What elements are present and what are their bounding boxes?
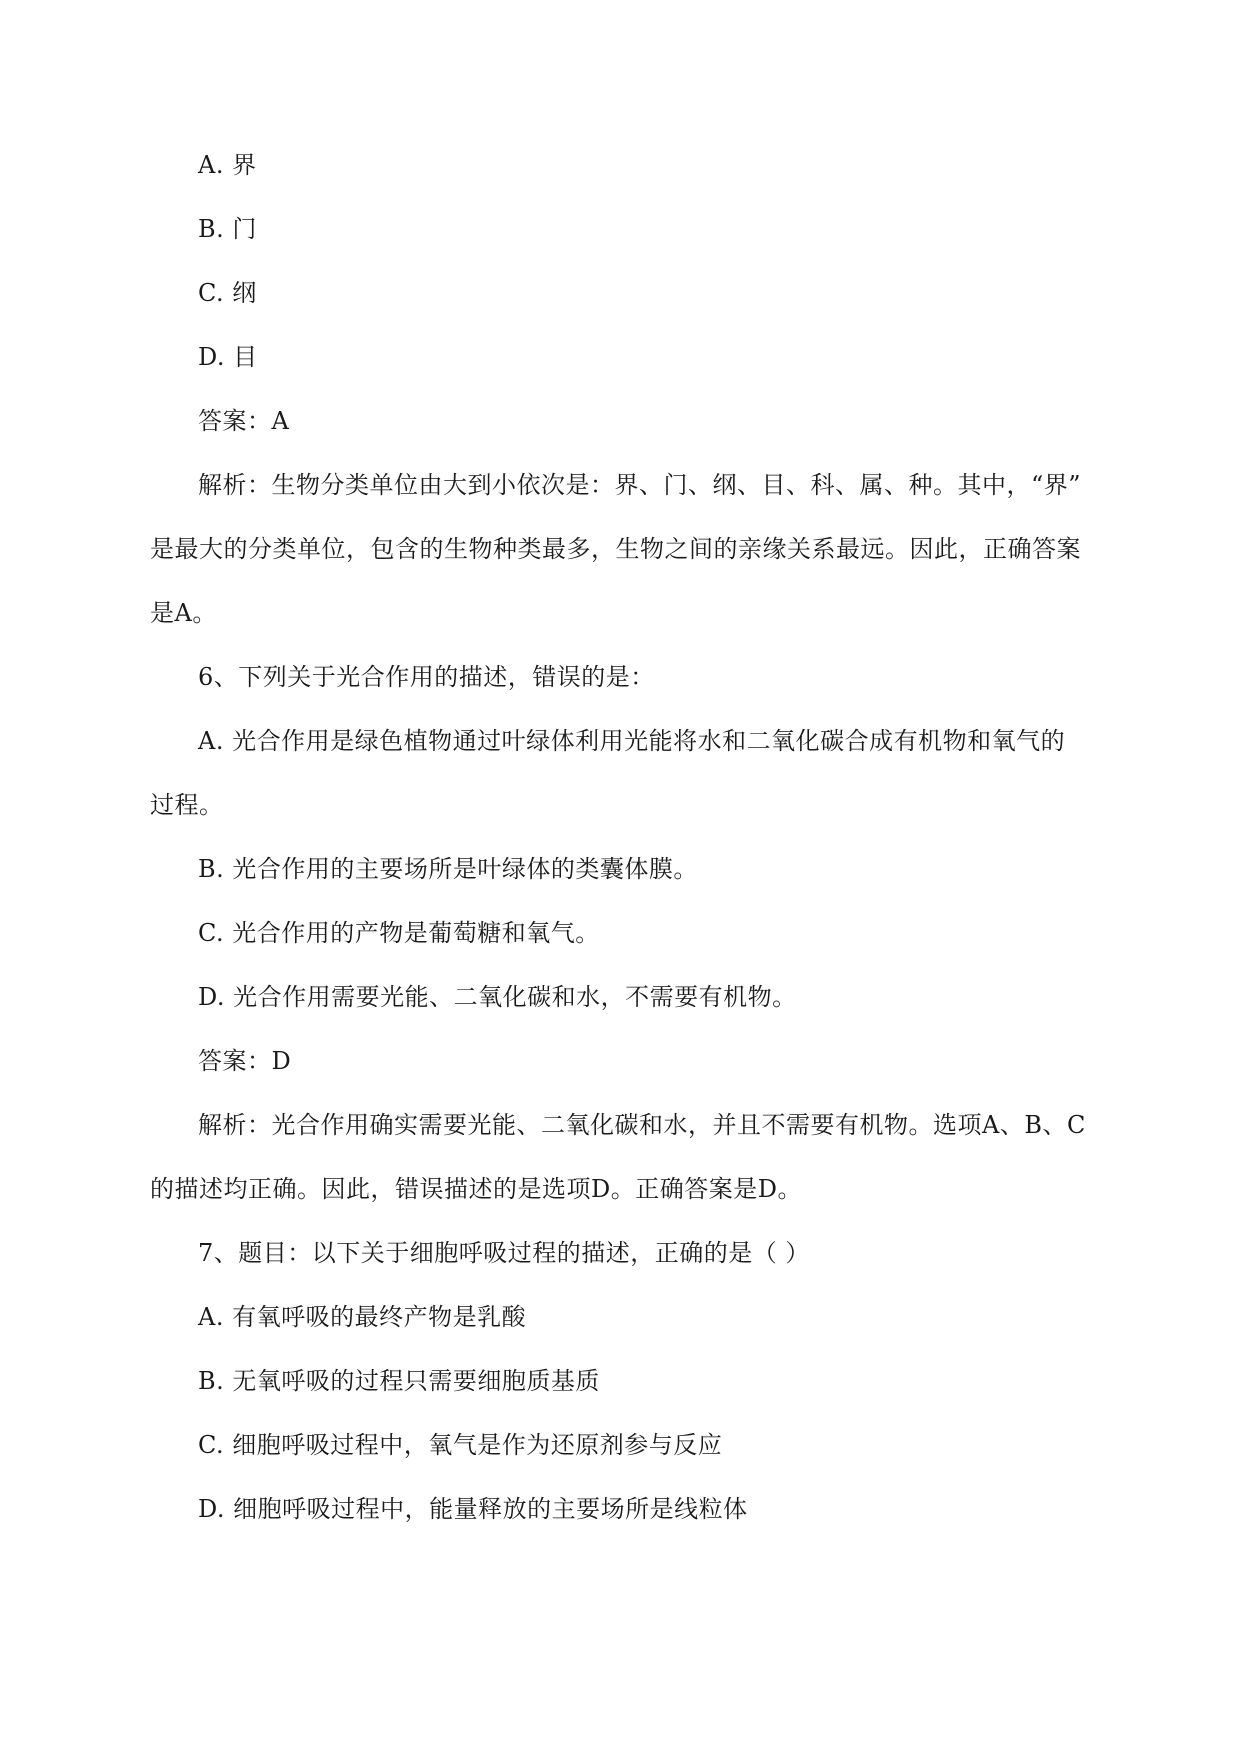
- question-title: 7、题目：以下关于细胞呼吸过程的描述，正确的是（ ）: [198, 1239, 810, 1267]
- answer-line: 答案：D: [198, 1047, 292, 1075]
- option-b-line: B. 光合作用的主要场所是叶绿体的类囊体膜。: [198, 855, 698, 883]
- option-a-line: 过程。: [150, 791, 224, 819]
- option-b-line: B. 门: [198, 215, 257, 243]
- option-b-line: B. 无氧呼吸的过程只需要细胞质基质: [198, 1367, 600, 1395]
- option-d-line: D. 细胞呼吸过程中，能量释放的主要场所是线粒体: [198, 1495, 748, 1523]
- explanation-line: 是最大的分类单位，包含的生物种类最多，生物之间的亲缘关系最远。因此，正确答案: [150, 535, 1081, 563]
- explanation-line: 解析：生物分类单位由大到小依次是：界、门、纲、目、科、属、种。其中，“界”: [198, 471, 1082, 499]
- answer-line: 答案：A: [198, 407, 290, 435]
- explanation-line: 解析：光合作用确实需要光能、二氧化碳和水，并且不需要有机物。选项A、B、C: [198, 1111, 1086, 1139]
- option-a-line: A. 界: [198, 151, 257, 179]
- option-a-line: A. 有氧呼吸的最终产物是乳酸: [198, 1303, 527, 1331]
- question-title: 6、下列关于光合作用的描述，错误的是：: [198, 663, 655, 691]
- option-a-line: A. 光合作用是绿色植物通过叶绿体利用光能将水和二氧化碳合成有机物和氧气的: [198, 727, 1066, 755]
- option-c-line: C. 纲: [198, 279, 257, 307]
- explanation-line: 的描述均正确。因此，错误描述的是选项D。正确答案是D。: [150, 1175, 802, 1203]
- option-c-line: C. 光合作用的产物是葡萄糖和氧气。: [198, 919, 600, 947]
- option-c-line: C. 细胞呼吸过程中，氧气是作为还原剂参与反应: [198, 1431, 723, 1459]
- explanation-line: 是A。: [150, 599, 217, 627]
- option-d-line: D. 光合作用需要光能、二氧化碳和水，不需要有机物。: [198, 983, 797, 1011]
- option-d-line: D. 目: [198, 343, 258, 371]
